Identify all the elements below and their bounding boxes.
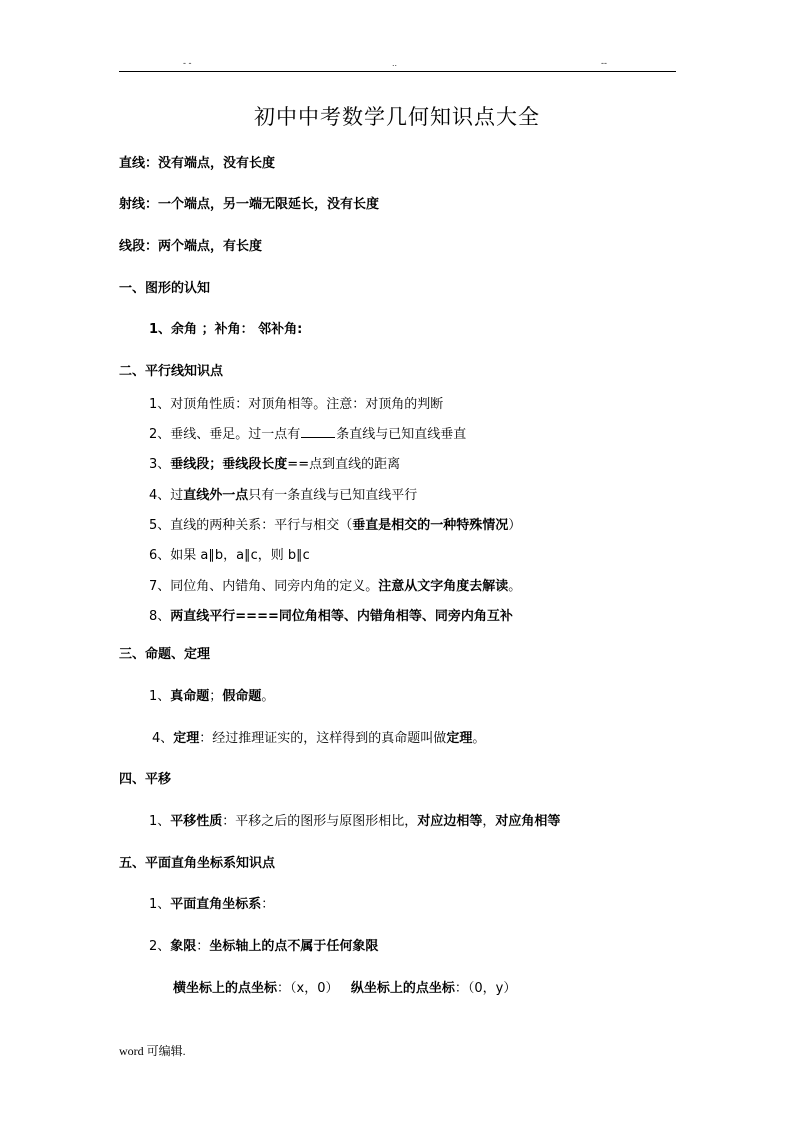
section-3-heading: 三、命题、定理 <box>119 647 211 662</box>
s5-item-1-num: 1、 <box>149 897 171 912</box>
header-rule <box>119 71 676 72</box>
s2-item-3-rest: ==点到直线的距离 <box>287 457 401 472</box>
header-right-mark: -- <box>601 58 607 68</box>
s3-item-4-text: ：经过推理证实的，这样得到的真命题叫做 <box>199 731 447 746</box>
s2-item-5 <box>149 514 521 533</box>
s2-item-8 <box>149 605 513 624</box>
s5-item-1-term: 平面直角坐标系 <box>170 897 262 912</box>
s3-item-1-num: 1、 <box>149 689 171 704</box>
y-axis-point-coords: ：（0，y） <box>454 981 517 996</box>
def-segment: 线段：两个端点，有长度 <box>119 239 263 254</box>
s4-item-1 <box>149 810 560 829</box>
s5-coordinates <box>173 977 516 996</box>
s5-item-2-text: 坐标轴上的点不属于任何象限 <box>209 939 379 954</box>
s2-item-1: 1、对顶角性质：对顶角相等。注意：对顶角的判断 <box>149 397 444 412</box>
s3-item-1-end: 。 <box>261 689 275 704</box>
s3-item-4-term-2: 定理 <box>446 731 473 746</box>
s2-item-7-end: 。 <box>508 579 522 594</box>
s4-item-1-edges: 对应边相等 <box>417 814 483 829</box>
s4-item-1-sep: ， <box>482 814 496 829</box>
s2-item-8-num: 8、 <box>149 609 171 624</box>
s2-item-7-bold: 注意从文字角度去解读 <box>378 579 509 594</box>
s5-item-2 <box>149 935 378 954</box>
s3-item-4-term: 定理 <box>173 731 200 746</box>
s2-item-8-bold: 两直线平行====同位角相等、内错角相等、同旁内角互补 <box>170 609 513 624</box>
section-2-heading: 二、平行线知识点 <box>119 364 224 379</box>
s2-item-5-text: 5、直线的两种关系：平行与相交（ <box>149 518 353 533</box>
header-left-mark: - - <box>183 58 192 68</box>
s3-item-1 <box>149 685 274 704</box>
s5-item-1 <box>149 893 274 912</box>
s4-item-1-num: 1、 <box>149 814 171 829</box>
section-1-heading: 一、图形的认知 <box>119 281 211 296</box>
s2-item-3-num: 3、 <box>149 457 171 472</box>
section-4-heading: 四、平移 <box>119 772 172 787</box>
s2-item-4-num: 4、过 <box>149 488 184 503</box>
s5-item-2-num: 2、 <box>149 939 171 954</box>
s3-item-1-sep: ； <box>209 689 223 704</box>
s4-item-1-text: ：平移之后的图形与原图形相比， <box>222 814 418 829</box>
s2-item-7-text: 7、同位角、内错角、同旁内角的定义。 <box>149 579 379 594</box>
s4-item-1-term: 平移性质 <box>170 814 223 829</box>
s4-item-1-angles: 对应角相等 <box>495 814 561 829</box>
x-axis-point-coords: ：（x，0） <box>277 981 339 996</box>
s2-item-4 <box>149 484 417 503</box>
def-line: 直线：没有端点，没有长度 <box>119 156 276 171</box>
s3-item-4 <box>152 727 485 746</box>
def-ray: 射线：一个端点，另一端无限延长，没有长度 <box>119 197 380 212</box>
s2-item-4-bold: 直线外一点 <box>183 488 249 503</box>
s1-item-1: 1、余角 ；补角： 邻补角: <box>149 322 303 337</box>
s5-item-1-colon: ： <box>261 897 275 912</box>
s5-item-2-term: 象限 <box>170 939 197 954</box>
s3-item-1-false: 假命题 <box>222 689 262 704</box>
x-axis-point-label: 横坐标上的点坐标 <box>173 981 278 996</box>
s2-item-3-bold: 垂线段；垂线段长度 <box>170 457 288 472</box>
s2-item-5-close: ） <box>508 518 522 533</box>
s3-item-4-num: 4、 <box>152 731 174 746</box>
s3-item-4-end: 。 <box>472 731 486 746</box>
header-center-mark: .. <box>392 58 398 68</box>
s2-item-2-text-a: 2、垂线、垂足。过一点有 <box>149 427 301 442</box>
s2-item-4-rest: 只有一条直线与已知直线平行 <box>248 488 418 503</box>
s3-item-1-true: 真命题 <box>170 689 210 704</box>
s2-item-5-bold: 垂直是相交的一种特殊情况 <box>352 518 509 533</box>
s2-item-6: 6、如果 a∥b，a∥c，则 b∥c <box>149 548 310 563</box>
s2-item-7 <box>149 575 521 594</box>
s5-item-2-colon: ： <box>196 939 210 954</box>
s2-item-2-text-b: 条直线与已知直线垂直 <box>336 427 467 442</box>
fill-in-blank <box>301 425 335 438</box>
document-title: 初中中考数学几何知识点大全 <box>254 105 540 129</box>
section-5-heading: 五、平面直角坐标系知识点 <box>119 856 276 871</box>
s2-item-3 <box>149 453 400 472</box>
footer-note: word 可编辑. <box>119 1044 186 1058</box>
y-axis-point-label: 纵坐标上的点坐标 <box>350 981 455 996</box>
s2-item-2 <box>149 423 466 442</box>
